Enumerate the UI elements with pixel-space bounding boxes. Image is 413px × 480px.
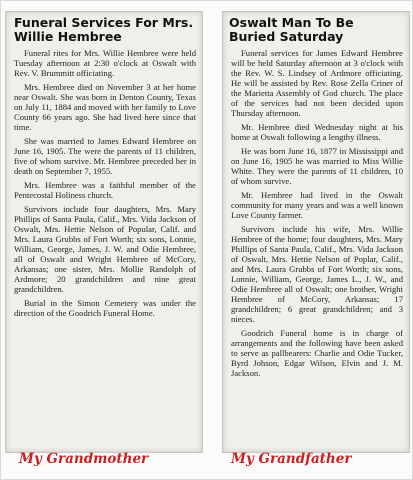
clipping-paragraph: Survivors include four daughters, Mrs. Mary Phillips of Santa Paula, Calif., Mrs. Vida Jackson of Oswalt, Mrs. Hettie Nelson of Popular, Calif. and Mrs. Laura Grubbs of Fort Worth; six sons, Lonnie, William, George, James, J. W. and Odie Hembree, all of Oswalt and Wright Hembree of McCory, Arkansas; one sister, Mrs. Mollie Randolph of Ardmore; 20 grandchildren and nine great grandchildren. — [14, 204, 196, 294]
clipping-paragraph: Mrs. Hembree was a faithful member of the Pentecostal Holiness church. — [14, 180, 196, 200]
clipping-paragraph: Goodrich Funeral home is in charge of arrangements and the following have been asked to serve as pallbearers: Charlie and Odie Tucker, Byrd Johson, Edgar Wilson, Elvin and J. M. Jackson. — [231, 328, 403, 378]
obituary-clipping-grandmother — [5, 11, 203, 453]
clipping-paragraph: Funeral services for James Edward Hembree will be held Saturday afternoon at 3 o'clock with the Rev. W. S. Lindsey of Ardmore officiating. He will be assisted by Rev. Rose Zella Criner of the Marietta Assembly of God church. The place of the services had not been decided upon Thursday afternoon. — [231, 48, 403, 118]
clipping-headline: Oswalt Man To Be Buried Saturday — [229, 15, 354, 44]
clipping-body — [231, 48, 403, 378]
clipping-paragraph: She was married to James Edward Hembree on June 16, 1905. The were the parents of 11 children, five of whom survive. Mr. Hembree preceded her in death on September 7, 1955. — [14, 136, 196, 176]
obituary-clipping-grandfather — [222, 11, 410, 453]
clipping-paragraph: Mr. Hembree died Wednesday night at his home at Oswalt following a lengthy illness. — [231, 122, 403, 142]
caption-grandmother: My Grandmother — [19, 451, 149, 467]
clipping-paragraph: Mrs. Hembree died on November 3 at her home near Oswalt. She was born in Denton County, Texas on July 11, 1884 and moved with her family to Love County 66 years ago. She had lived here since that time. — [14, 82, 196, 132]
clipping-paragraph: Burial in the Simon Cemetery was under the direction of the Goodrich Funeral Home. — [14, 298, 196, 318]
clipping-paragraph: He was born June 16, 1877 in Mississippi and on June 16, 1905 he was married to Miss Willie White. They were the parents of 11 children, 10 of whom survive. — [231, 146, 403, 186]
clipping-paragraph: Mr. Hembree had lived in the Oswalt community for many years and was a well known Love County farmer. — [231, 190, 403, 220]
clipping-paragraph: Survivors include his wife, Mrs. Willie Hembree of the home; four daughters, Mrs. Mary Phillips of Santa Paula, Calif., Mrs. Vida Jackson of Oswalt, Mrs. Hettie Nelson of Poplar, Calif., and Mrs. Laura Grubbs of Fort Worth; six sons, Lonnie, William, George, James L., J. W., and Odie Hembree all of Oswalt; one brother, Wright Hembree of McCory, Arkansas; 17 grandchildren; 6 great grandchildren; and 3 nieces. — [231, 224, 403, 324]
clipping-paragraph: Funeral rites for Mrs. Willie Hembree were held Tuesday afternoon at 2:30 o'clock at Oswalt with Rev. V. Brummitt officiating. — [14, 48, 196, 78]
caption-grandfather: My Grandfather — [231, 451, 352, 467]
clipping-body — [14, 48, 196, 318]
clipping-headline: Funeral Services For Mrs. Willie Hembree — [14, 15, 194, 44]
